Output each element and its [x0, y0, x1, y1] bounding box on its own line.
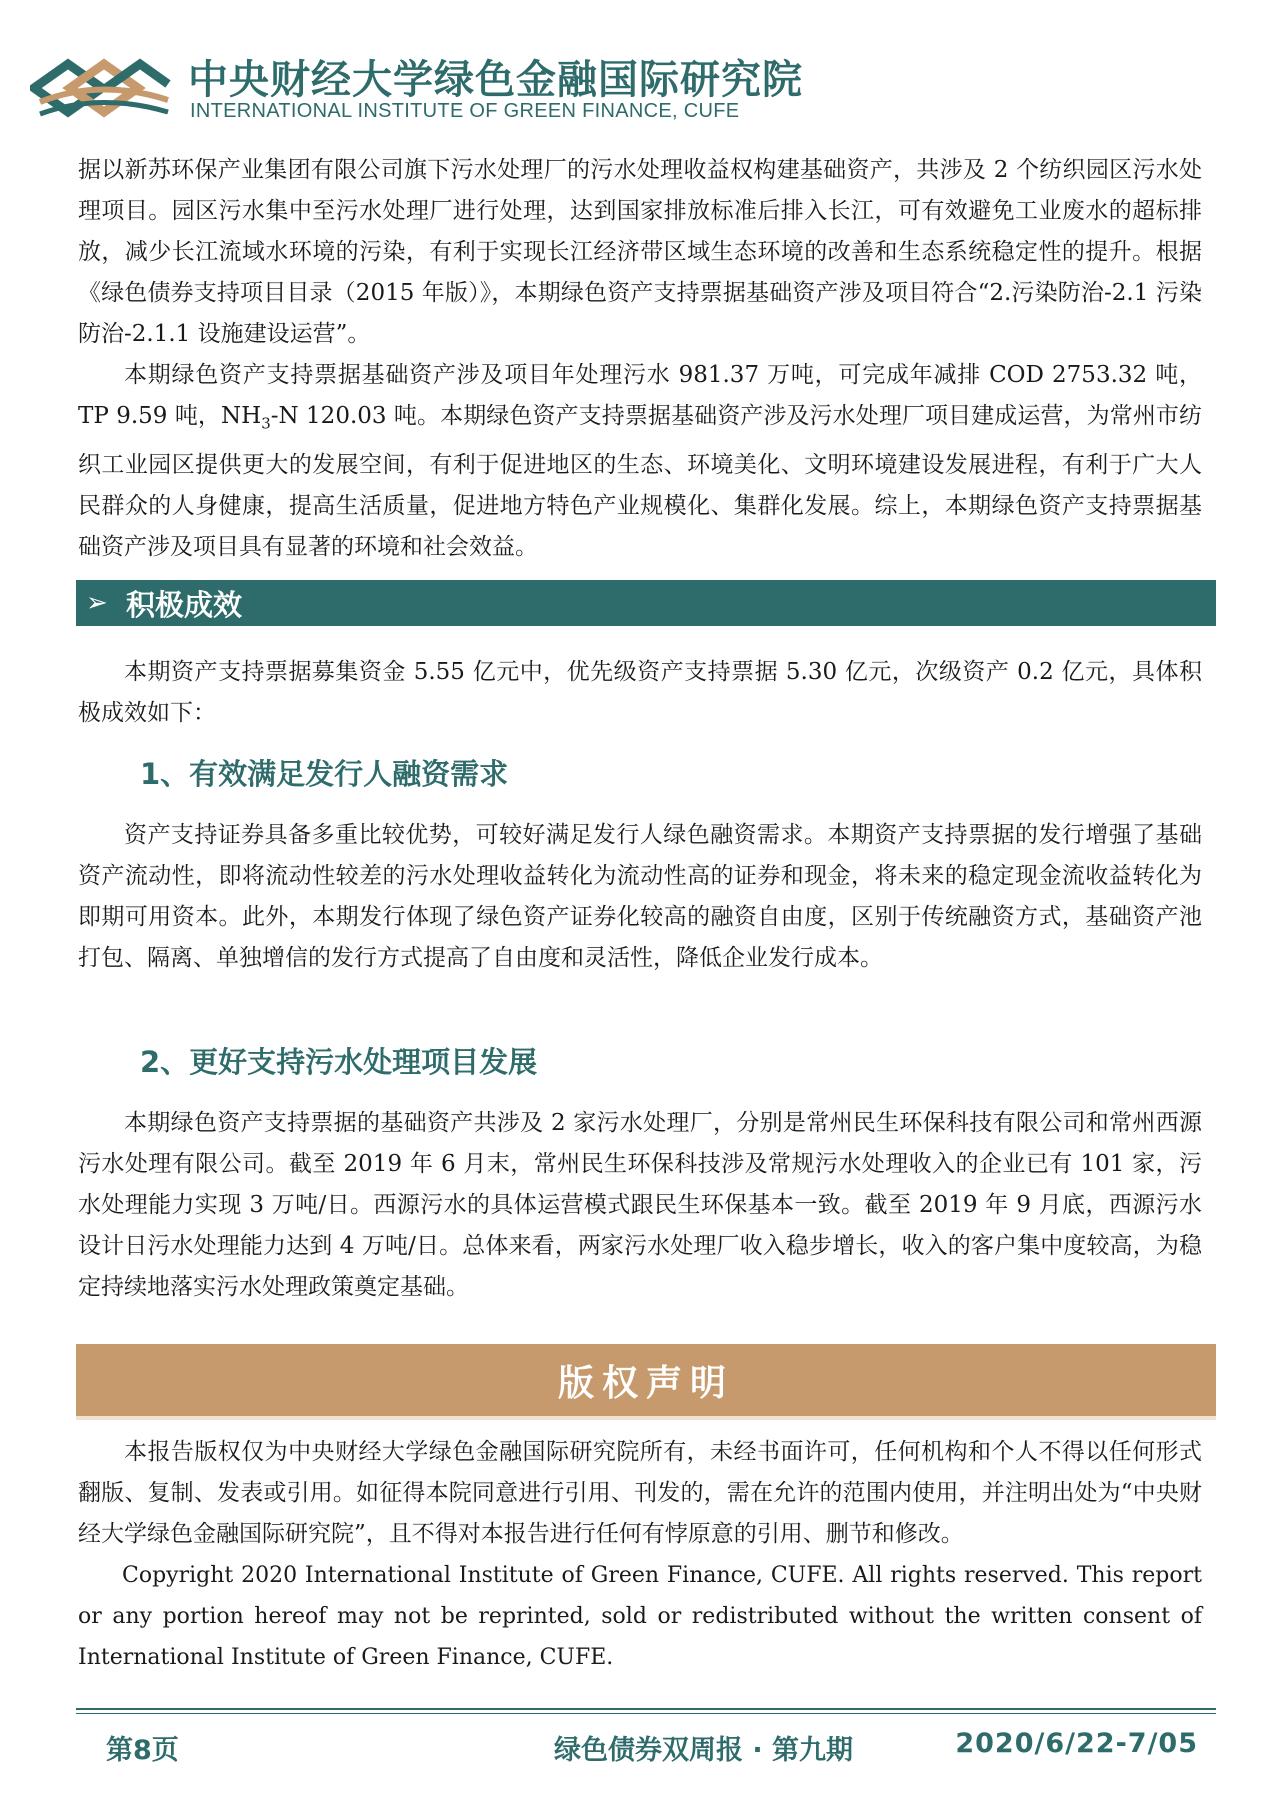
sub2-body: 本期绿色资产支持票据的基础资产共涉及 2 家污水处理厂，分别是常州民生环保科技有限公司和常州西源污水处理有限公司。截至 2019 年 6 月末，常州民生环保科技涉及常规污水处理收入的企业已有 101 家，污水处理能力实现 3 万吨/日。西源污水的具体运营模式跟民生环保基本一致。截至 2019 年 9 月底，西源污水设计日污水处理能力达到 4 万吨/日。总体来看，两家污水处理厂收入稳步增长，收入的客户集中度较高，为稳定持续地落实污水处理政策奠定基础。 — [78, 1110, 1202, 1300]
sub2-block — [78, 1103, 1202, 1308]
copyright-bar — [76, 1344, 1216, 1420]
page-number: 第8页 — [106, 1735, 179, 1766]
copyright-cn: 本报告版权仅为中央财经大学绿色金融国际研究院所有，未经书面许可，任何机构和个人不得以任何形式翻版、复制、发表或引用。如征得本院同意进行引用、刊发的，需在允许的范围内使用，并注明出处为“中央财经大学绿色金融国际研究院”，且不得对本报告进行任何有悖原意的引用、删节和修改。 — [78, 1439, 1202, 1547]
copyright-block — [78, 1432, 1202, 1678]
intro-p2-subscript: 3 — [261, 414, 271, 433]
org-name-cn: 中央财经大学绿色金融国际研究院 — [188, 57, 803, 103]
section-intro: 本期资产支持票据募集资金 5.55 亿元中，优先级资产支持票据 5.30 亿元，次级资产 0.2 亿元，具体积极成效如下： — [78, 659, 1202, 726]
sub1-body: 资产支持证券具备多重比较优势，可较好满足发行人绿色融资需求。本期资产支持票据的发行增强了基础资产流动性，即将流动性较差的污水处理收益转化为流动性高的证券和现金，将未来的稳定现金流收益转化为即期可用资本。此外，本期发行体现了绿色资产证券化较高的融资自由度，区别于传统融资方式，基础资产池打包、隔离、单独增信的发行方式提高了自由度和灵活性，降低企业发行成本。 — [78, 822, 1202, 971]
intro-paragraph-2 — [78, 355, 1202, 568]
section-title: 积极成效 — [126, 587, 243, 622]
intro-p2-part-a: 本期绿色资产支持票据基础资产涉及项目年处理污水 981.37 万吨，可完成年减排 COD 2753.32 吨，TP 9.59 吨，NH — [78, 362, 1202, 429]
footer-rule-thin — [76, 1713, 1216, 1714]
subheading-2: 2、更好支持污水处理项目发展 — [140, 1045, 538, 1079]
intro-p2-part-b: -N 120.03 吨。本期绿色资产支持票据基础资产涉及污水处理厂项目建成运营，为常州市纺织工业园区提供更大的发展空间，有利于促进地区的生态、环境美化、文明环境建设发展进程，有利于广大人民群众的人身健康，提高生活质量，促进地方特色产业规模化、集群化发展。综上，本期绿色资产支持票据基础资产涉及项目具有显著的环境和社会效益。 — [78, 403, 1202, 560]
copyright-title: 版权声明 — [557, 1362, 734, 1404]
section-bar — [76, 580, 1216, 626]
sub1-block — [78, 815, 1202, 979]
page-footer — [76, 1722, 1216, 1772]
institute-logo-icon — [30, 42, 172, 132]
issue-date: 2020/6/22-7/05 — [955, 1728, 1198, 1759]
copyright-en: Copyright 2020 International Institute of Green Finance, CUFE. All rights reserved. This report or any portion hereof may not be reprinted, sold or redistributed without the written consent of International Institute of Green Finance, CUFE. — [78, 1563, 1202, 1670]
arrow-bullet-icon: ➢ — [86, 588, 108, 618]
section-intro-block — [78, 652, 1202, 734]
intro-block — [78, 150, 1202, 568]
subheading-1: 1、有效满足发行人融资需求 — [140, 757, 509, 791]
issue-title: 绿色债券双周报 · 第九期 — [554, 1735, 854, 1766]
page-header — [30, 42, 1230, 132]
intro-paragraph-1: 据以新苏环保产业集团有限公司旗下污水处理厂的污水处理收益权构建基础资产，共涉及 2 个纺织园区污水处理项目。园区污水集中至污水处理厂进行处理，达到国家排放标准后排入长江，可有效避免工业废水的超标排放，减少长江流域水环境的污染，有利于实现长江经济带区域生态环境的改善和生态系统稳定性的提升。根据《绿色债券支持项目目录（2015 年版）》，本期绿色资产支持票据基础资产涉及项目符合“2.污染防治-2.1 污染防治-2.1.1 设施建设运营”。 — [78, 157, 1202, 347]
footer-rule — [76, 1708, 1216, 1710]
org-name-en: INTERNATIONAL INSTITUTE OF GREEN FINANCE, CUFE — [190, 100, 740, 122]
